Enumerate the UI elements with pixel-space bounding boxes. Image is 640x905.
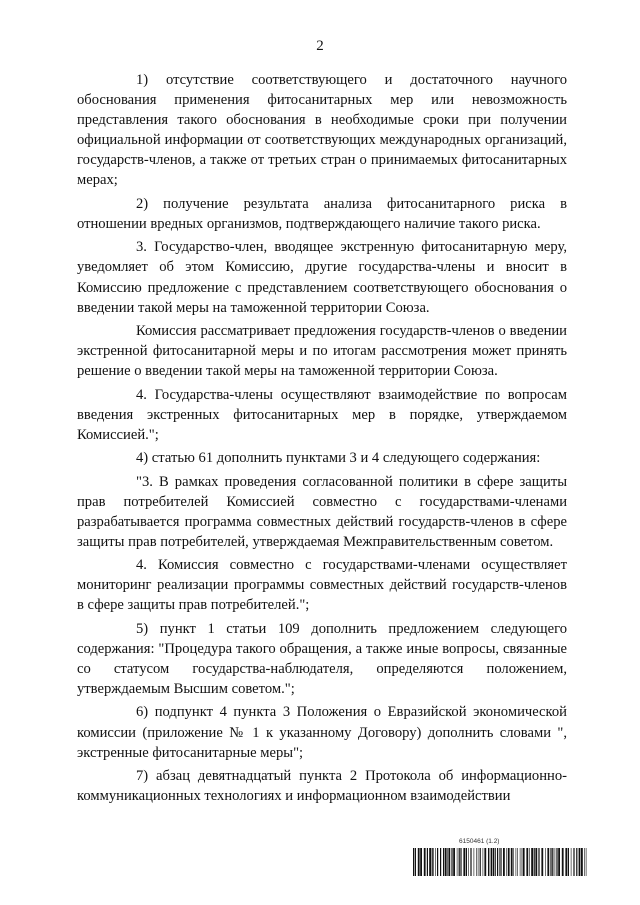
barcode-bar — [501, 848, 502, 876]
barcode-bar — [513, 848, 514, 876]
barcode-bar — [550, 848, 551, 876]
paragraph-10: 6) подпункт 4 пункта 3 Положения о Евразийской экономической комиссии (приложение № 1 к указанному Договору) дополнить словами ", экстренные фитосанитарные меры"; — [77, 704, 567, 761]
barcode-bar — [517, 848, 518, 876]
paragraph-2: 2) получение результата анализа фитосанитарного риска в отношении вредных организмов, подтверждающего наличие такого риска. — [77, 195, 567, 232]
barcode-bar — [432, 848, 433, 876]
page-number: 2 — [316, 38, 324, 54]
barcode-bar — [433, 848, 434, 876]
barcode-bar — [529, 848, 530, 876]
barcode-bar — [499, 848, 500, 876]
barcode-bar — [506, 848, 507, 876]
barcode-bar — [493, 848, 494, 876]
barcode-bar — [535, 848, 537, 876]
barcode-bar — [437, 848, 438, 876]
barcode-bar — [445, 848, 447, 876]
barcode-bar — [574, 848, 575, 876]
paragraph-5: 4. Государства-члены осуществляют взаимодействие по вопросам введения экстренных фитосанитарных мер в порядке, утверждаемом Комиссией."; — [77, 386, 567, 443]
paragraph-7: "3. В рамках проведения согласованной политики в сфере защиты прав потребителей Комиссией совместно с государствами-членами разрабатывается программа совместных действий государств-членов в сфере защиты прав потребителей, утверждаемая Межправительственным советом. — [77, 473, 567, 550]
barcode-bar — [520, 848, 521, 876]
barcode-bar — [427, 848, 428, 876]
barcode-bar — [468, 848, 469, 876]
barcode-bar — [545, 848, 546, 876]
barcode-bar — [503, 848, 505, 876]
barcode-bar — [474, 848, 475, 876]
barcode-bar — [516, 848, 517, 876]
barcode-image — [413, 848, 587, 876]
paragraph-6: 4) статью 61 дополнить пунктами 3 и 4 следующего содержания: — [136, 450, 541, 467]
barcode-caption: 6150461 (1.2) — [459, 838, 500, 845]
barcode-bar — [413, 848, 414, 876]
barcode-bar — [586, 848, 587, 876]
barcode-bar — [415, 848, 416, 876]
barcode-bar — [453, 848, 455, 876]
barcode-bar — [531, 848, 533, 876]
barcode-bar — [488, 848, 489, 876]
barcode-bar — [460, 848, 461, 876]
barcode-bar — [466, 848, 467, 876]
barcode-bar — [565, 848, 567, 876]
paragraph-1: 1) отсутствие соответствующего и достаточного научного обоснования применения фитосанитарных мер или невозможность представления такого обоснования в необходимые сроки при получении официальной информации от соответствующих международных организаций, государств-членов, а также от третьих стран о принимаемых фитосанитарных мерах; — [77, 72, 567, 189]
barcode-bar — [476, 848, 477, 876]
barcode-bar — [555, 848, 556, 876]
barcode-bar — [495, 848, 496, 876]
barcode-bar — [541, 848, 543, 876]
barcode-bar — [448, 848, 450, 876]
barcode-bar — [471, 848, 472, 876]
barcode-block — [413, 838, 587, 878]
barcode-bar — [447, 848, 448, 876]
barcode-bar — [491, 848, 492, 876]
barcode-bar — [579, 848, 581, 876]
barcode-bar — [463, 848, 465, 876]
paragraph-9: 5) пункт 1 статьи 109 дополнить предложением следующего содержания: "Процедура такого обращения, а также иные вопросы, связанные со статусом государства-наблюдателя, определяются положением, утверждаемым Высшим советом."; — [77, 620, 567, 698]
barcode-bar — [534, 848, 535, 876]
paragraph-11: 7) абзац девятнадцатый пункта 2 Протокола об информационно-коммуникационных технологиях и информационном взаимодействии — [77, 768, 567, 805]
barcode-bar — [547, 848, 549, 876]
barcode-bar — [511, 848, 513, 876]
barcode-bar — [581, 848, 583, 876]
barcode-bar — [558, 848, 560, 876]
paragraph-4: Комиссия рассматривает предложения государств-членов о введении экстренной фитосанитарной меры и по итогам рассмотрения может принять решение о введении такой меры на таможенной территории Союза. — [77, 323, 567, 380]
barcode-bar — [459, 848, 460, 876]
barcode-bar — [552, 848, 553, 876]
barcode-bar — [556, 848, 557, 876]
barcode-bar — [584, 848, 585, 876]
barcode-bar — [451, 848, 452, 876]
barcode-bar — [435, 848, 436, 876]
barcode-bar — [484, 848, 486, 876]
barcode-bar — [576, 848, 577, 876]
barcode-bar — [478, 848, 479, 876]
barcode-bar — [562, 848, 564, 876]
barcode-bar — [490, 848, 491, 876]
barcode-bar — [522, 848, 523, 876]
barcode-bar — [470, 848, 471, 876]
barcode-bar — [568, 848, 569, 876]
barcode-bar — [571, 848, 572, 876]
barcode-bar — [440, 848, 441, 876]
paragraph-8: 4. Комиссия совместно с государствами-членами осуществляет мониторинг реализации программы совместных действий государств-членов в сфере защиты прав потребителей."; — [77, 557, 567, 614]
barcode-bar — [573, 848, 574, 876]
barcode-bar — [443, 848, 444, 876]
barcode-bar — [429, 848, 431, 876]
barcode-bar — [526, 848, 528, 876]
barcode-bar — [420, 848, 422, 876]
barcode-bar — [480, 848, 481, 876]
barcode-bar — [457, 848, 458, 876]
paragraph-3: 3. Государство-член, вводящее экстренную фитосанитарную меру, уведомляет об этом Комиссию, другие государства-члены и вносит в Комиссию предложение с представлением соответствующего обоснования о введении такой меры на таможенной территории Союза. — [77, 239, 567, 316]
barcode-bar — [483, 848, 484, 876]
document-body — [77, 70, 567, 810]
barcode-bar — [497, 848, 498, 876]
barcode-bar — [418, 848, 420, 876]
barcode-bar — [538, 848, 539, 876]
barcode-bar — [523, 848, 525, 876]
barcode-bar — [424, 848, 426, 876]
barcode-bar — [508, 848, 510, 876]
